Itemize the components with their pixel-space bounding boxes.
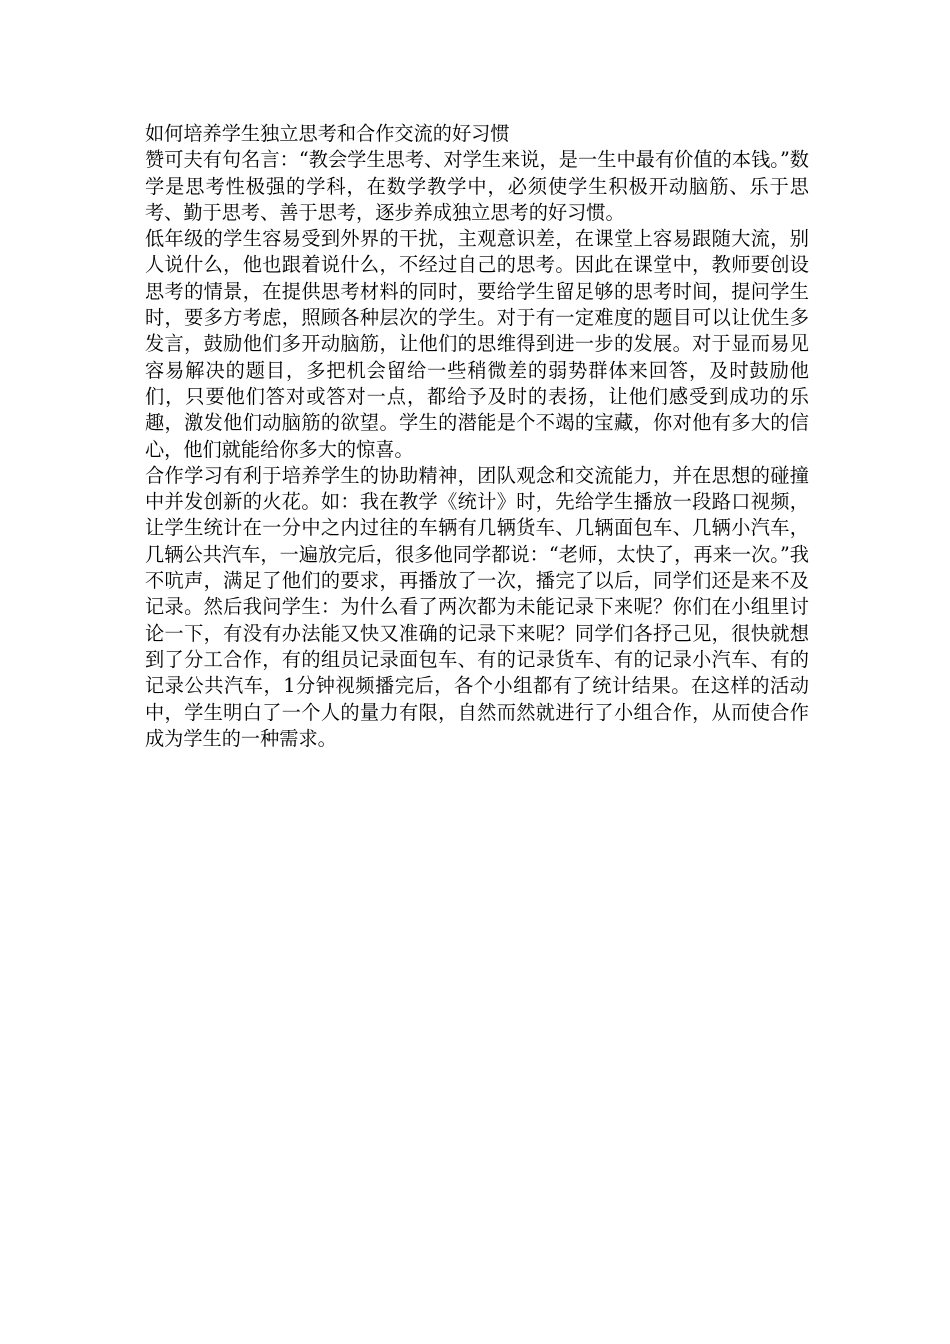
paragraph-cooperative-learning: 合作学习有利于培养学生的协助精神，团队观念和交流能力，并在思想的碰撞中并发创新的火花。如：我在教学《统计》时，先给学生播放一段路口视频，让学生统计在一分中之内过往的车辆有几辆货车、几辆面包车、几辆小汽车，几辆公共汽车，一遍放完后，很多他同学都说：“老师，太快了，再来一次。”我不吭声，满足了他们的要求，再播放了一次，播完了以后，同学们还是来不及记录。然后我问学生：为什么看了两次都为未能记录下来呢？你们在小组里讨论一下，有没有办法能又快又准确的记录下来呢？同学们各抒己见，很快就想到了分工合作，有的组员记录面包车、有的记录货车、有的记录小汽车、有的记录公共汽车，1分钟视频播完后，各个小组都有了统计结果。在这样的活动中，学生明白了一个人的量力有限，自然而然就进行了小组合作，从而使合作成为学生的一种需求。 [145,463,809,750]
document-body [145,121,809,752]
document-title: 如何培养学生独立思考和合作交流的好习惯 [145,122,510,145]
paragraph-classroom-thinking: 低年级的学生容易受到外界的干扰，主观意识差，在课堂上容易跟随大流，别人说什么，他也跟着说什么，不经过自己的思考。因此在课堂中，教师要创设思考的情景，在提供思考材料的同时，要给学生留足够的思考时间，提问学生时，要多方考虑，照顾各种层次的学生。对于有一定难度的题目可以让优生多发言，鼓励他们多开动脑筋，让他们的思维得到进一步的发展。对于显而易见容易解决的题目，多把机会留给一些稍微差的弱势群体来回答，及时鼓励他们，只要他们答对或答对一点，都给予及时的表扬，让他们感受到成功的乐趣，激发他们动脑筋的欲望。学生的潜能是个不竭的宝藏，你对他有多大的信心，他们就能给你多大的惊喜。 [145,227,809,461]
paragraph-independent-thinking: 赞可夫有句名言：“教会学生思考、对学生来说，是一生中最有价值的本钱。”数学是思考性极强的学科，在数学教学中，必须使学生积极开动脑筋、乐于思考、勤于思考、善于思考，逐步养成独立思考的好习惯。 [145,148,809,224]
